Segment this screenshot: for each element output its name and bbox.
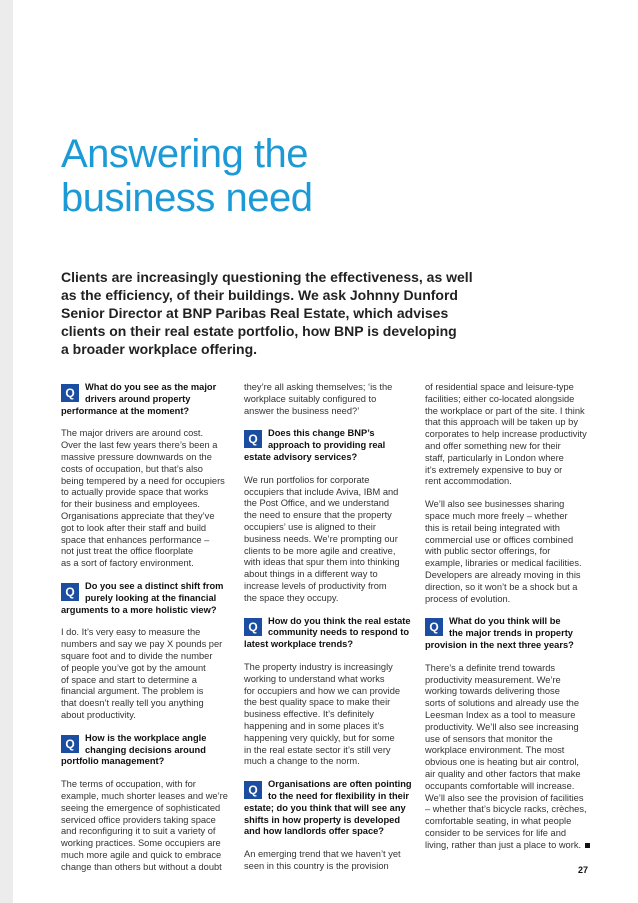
- answer-line: to actually provide space that works: [61, 487, 209, 498]
- answer-line: about things in a different way to: [244, 569, 378, 580]
- answer-line: business needs. We’re prompting our: [244, 533, 398, 544]
- answer-line: for their business and employees.: [61, 499, 201, 510]
- answer-line: that this approach will be taken up by: [425, 417, 578, 428]
- answer-line: staff, particularly in London where: [425, 452, 564, 463]
- answer-line: occupiers that include Aviva, IBM and: [244, 486, 399, 497]
- answer-line: The terms of occupation, with for: [61, 779, 196, 790]
- answer-line: We’ll also see businesses sharing: [425, 499, 565, 510]
- answer-paragraph: [425, 663, 590, 852]
- answer-paragraph: [61, 627, 221, 721]
- answer-line: with ideas that spur them into thinking: [244, 557, 400, 568]
- answer-line: comfortable seating, in what people: [425, 816, 572, 827]
- answer-line: massive pressure downwards on the: [61, 451, 212, 462]
- question-line: portfolio management?: [61, 756, 165, 767]
- answer-line: We run portfolios for corporate: [244, 474, 370, 485]
- answer-line: increase levels of productivity from: [244, 580, 387, 591]
- answer-line: as a sort of factory environment.: [61, 558, 194, 569]
- article-end-mark: [585, 843, 590, 848]
- answer-line: happening very quickly, but for some: [244, 732, 395, 743]
- question-q-badge: Q: [61, 384, 79, 402]
- answer-line: much more agile and quick to embrace: [61, 849, 222, 860]
- answer-line: got to look after their staff and build: [61, 522, 207, 533]
- answer-line: financial argument. The problem is: [61, 686, 204, 697]
- answer-line: not just treat the office floorplate: [61, 546, 194, 557]
- answer-line: numbers and say we pay X pounds per: [61, 639, 223, 650]
- intro-line: Clients are increasingly questioning the effectiveness, as well: [61, 269, 473, 285]
- title-line: Answering the: [61, 132, 308, 176]
- question-block: [244, 615, 411, 651]
- question-line: drivers around property: [85, 393, 191, 404]
- intro-line: as the efficiency, of their buildings. We ask Johnny Dunford: [61, 287, 458, 303]
- question-block: [244, 779, 412, 838]
- paragraph-gap: [244, 768, 404, 779]
- answer-line: productivity measurement. We’re: [425, 674, 561, 685]
- answer-line: clients to be more agile and creative,: [244, 545, 396, 556]
- page-title: [61, 132, 381, 220]
- paragraph-gap: [425, 652, 590, 663]
- question-line: What do you see as the major: [85, 382, 217, 392]
- question-block: [61, 382, 221, 417]
- answer-line: in the real estate sector it’s still very: [244, 744, 391, 755]
- answer-line: use of sensors that monitor the: [425, 733, 553, 744]
- answer-line: much a change to the norm.: [244, 756, 360, 767]
- question-line: community needs to respond to: [268, 627, 410, 638]
- answer-line: change than others but without a doubt: [61, 861, 222, 872]
- paragraph-gap: [61, 768, 221, 779]
- question-line: Do you see a distinct shift from: [85, 580, 224, 591]
- answer-line: consider to be services for life and: [425, 827, 567, 838]
- intro-line: clients on their real estate portfolio, how BNP is developing: [61, 323, 457, 339]
- article-column-2: [244, 382, 412, 873]
- answer-paragraph: [425, 382, 590, 488]
- answer-line: business effective. It’s definitely: [244, 709, 374, 720]
- answer-line: of people you’ve got by the amount: [61, 662, 206, 673]
- answer-paragraph: [61, 428, 225, 570]
- intro-paragraph: [61, 268, 473, 358]
- answer-line: example, libraries or medical facilities.: [425, 558, 582, 569]
- answer-line: Developers are already moving in this: [425, 569, 581, 580]
- answer-line: Leesman Index as a tool to measure: [425, 709, 576, 720]
- answer-line: Over the last few years there’s been a: [61, 440, 218, 451]
- answer-paragraph: [244, 662, 404, 768]
- answer-line: for occupiers and how we can provide: [244, 685, 401, 696]
- answer-line: space much more freely – whether: [425, 510, 568, 521]
- question-line: performance at the moment?: [61, 405, 190, 416]
- question-line: shifts in how property is developed: [244, 814, 401, 825]
- question-line: to the need for flexibility in their: [268, 790, 410, 801]
- answer-line: and offer something new for their: [425, 440, 561, 451]
- paragraph-gap: [61, 722, 221, 733]
- answer-line: being tempered by a need for occupiers: [61, 475, 225, 486]
- answer-line: occupants comfortable will increase.: [425, 780, 575, 791]
- article-column-1: [61, 382, 228, 873]
- paragraph-gap: [61, 616, 221, 627]
- answer-line: square foot and to divide the number: [61, 650, 213, 661]
- question-block: [425, 616, 590, 651]
- answer-line: – whether that’s bicycle racks, crèches,: [425, 804, 587, 815]
- answer-line: There’s a definite trend towards: [425, 662, 556, 673]
- paragraph-gap: [244, 605, 404, 616]
- answer-line: and reconfiguring it to suit a variety of: [61, 826, 216, 837]
- question-line: Does this change BNP’s: [268, 428, 375, 439]
- question-line: How do you think the real estate: [268, 615, 411, 626]
- answer-line: corporates to help increase productivity: [425, 429, 587, 440]
- answer-line: of space and start to determine a: [61, 674, 197, 685]
- answer-line: answer the business need?’: [244, 405, 360, 416]
- question-q-badge: Q: [425, 618, 443, 636]
- question-q-badge: Q: [244, 781, 262, 799]
- answer-line: this is retail being integrated with: [425, 522, 560, 533]
- paragraph-gap: [61, 417, 221, 428]
- question-q-badge: Q: [61, 735, 79, 753]
- answer-line: Organisations appreciate that they’ve: [61, 510, 215, 521]
- answer-line: sorts of solutions and already use the: [425, 698, 580, 709]
- answer-line: I do. It’s very easy to measure the: [61, 627, 201, 638]
- answer-line: happening and in some places it’s: [244, 720, 384, 731]
- question-line: estate; do you think that will see any: [244, 802, 406, 813]
- answer-line: costs of occupation, but that’s also: [61, 463, 203, 474]
- answer-line: workplace environment. The most: [425, 745, 565, 756]
- question-line: purely looking at the financial: [85, 592, 217, 603]
- answer-paragraph: [61, 779, 228, 873]
- question-line: approach to providing real: [268, 440, 386, 451]
- answer-line: with public sector offerings, for: [425, 546, 551, 557]
- answer-line: of residential space and leisure-type: [425, 382, 574, 392]
- question-q-badge: Q: [244, 430, 262, 448]
- paragraph-gap: [244, 464, 404, 475]
- answer-line: they’re all asking themselves; ‘is the: [244, 382, 393, 392]
- answer-paragraph: [244, 475, 404, 605]
- page-margin-strip: [0, 0, 13, 903]
- question-q-badge: Q: [244, 618, 262, 636]
- answer-line: process of evolution.: [425, 593, 511, 604]
- paragraph-gap: [425, 488, 590, 499]
- answer-line: We’ll also see the provision of facilities: [425, 792, 584, 803]
- question-line: Organisations are often pointing: [268, 779, 412, 790]
- answer-line: example, much shorter leases and we’re: [61, 790, 228, 801]
- question-block: [61, 733, 221, 768]
- question-block: [61, 580, 224, 616]
- answer-line: air quality and other factors that make: [425, 768, 581, 779]
- answer-line: seen in this country is the provision: [244, 860, 389, 871]
- answer-line: space that enhances performance –: [61, 534, 210, 545]
- answer-line: the need to ensure that the property: [244, 510, 392, 521]
- answer-line: productivity. We’ll also see increasing: [425, 721, 579, 732]
- question-line: arguments to a more holistic view?: [61, 604, 217, 615]
- answer-line: [425, 840, 590, 852]
- answer-line: The major drivers are around cost.: [61, 428, 204, 439]
- answer-line: the workplace or part of the site. I think: [425, 405, 585, 416]
- intro-line: Senior Director at BNP Paribas Real Estate, which advises: [61, 305, 449, 321]
- question-line: the major trends in property: [449, 628, 573, 639]
- answer-paragraph: [244, 849, 404, 873]
- question-line: How is the workplace angle: [85, 732, 207, 743]
- answer-line: commercial use or offices combined: [425, 534, 574, 545]
- paragraph-gap: [425, 605, 590, 616]
- answer-line: the Post Office, and we understand: [244, 498, 390, 509]
- answer-line: rent accommodation.: [425, 476, 512, 487]
- paragraph-gap: [244, 838, 404, 849]
- title-line: business need: [61, 176, 313, 220]
- answer-paragraph: [425, 499, 590, 605]
- answer-line: it’s extremely expensive to buy or: [425, 464, 563, 475]
- paragraph-gap: [61, 570, 221, 581]
- answer-line: seeing the emergence of sophisticated: [61, 802, 221, 813]
- question-block: [244, 428, 404, 463]
- answer-line: serviced office providers taking space: [61, 814, 216, 825]
- answer-line-text: living, rather than just a place to work.: [425, 839, 582, 850]
- page-number: 27: [578, 865, 589, 875]
- answer-line: The property industry is increasingly: [244, 661, 393, 672]
- answer-line: about productivity.: [61, 709, 136, 720]
- answer-line: working practices. Some occupiers are: [61, 838, 221, 849]
- paragraph-gap: [244, 417, 404, 428]
- question-line: What do you think will be: [449, 616, 561, 627]
- question-line: latest workplace trends?: [244, 639, 354, 650]
- article-column-3: [425, 382, 590, 851]
- answer-line: the space they occupy.: [244, 592, 339, 603]
- answer-paragraph: [244, 382, 404, 417]
- question-line: changing decisions around: [85, 744, 206, 755]
- answer-line: obvious one is heating but air control,: [425, 757, 580, 768]
- question-q-badge: Q: [61, 583, 79, 601]
- answer-line: the best quality space to make their: [244, 697, 391, 708]
- answer-line: An emerging trend that we haven’t yet: [244, 849, 401, 860]
- question-line: and how landlords offer space?: [244, 826, 384, 837]
- answer-line: working to understand what works: [244, 673, 385, 684]
- question-line: estate advisory services?: [244, 451, 358, 462]
- answer-line: direction, so it won’t be a shock but a: [425, 581, 578, 592]
- answer-line: working towards delivering those: [425, 686, 560, 697]
- answer-line: workplace suitably configured to: [244, 393, 377, 404]
- question-line: provision in the next three years?: [425, 639, 574, 650]
- answer-line: facilities; either co-located alongside: [425, 393, 575, 404]
- paragraph-gap: [244, 651, 404, 662]
- answer-line: that doesn’t really tell you anything: [61, 698, 204, 709]
- intro-line: a broader workplace offering.: [61, 341, 258, 357]
- answer-line: occupiers’ use is aligned to their: [244, 521, 376, 532]
